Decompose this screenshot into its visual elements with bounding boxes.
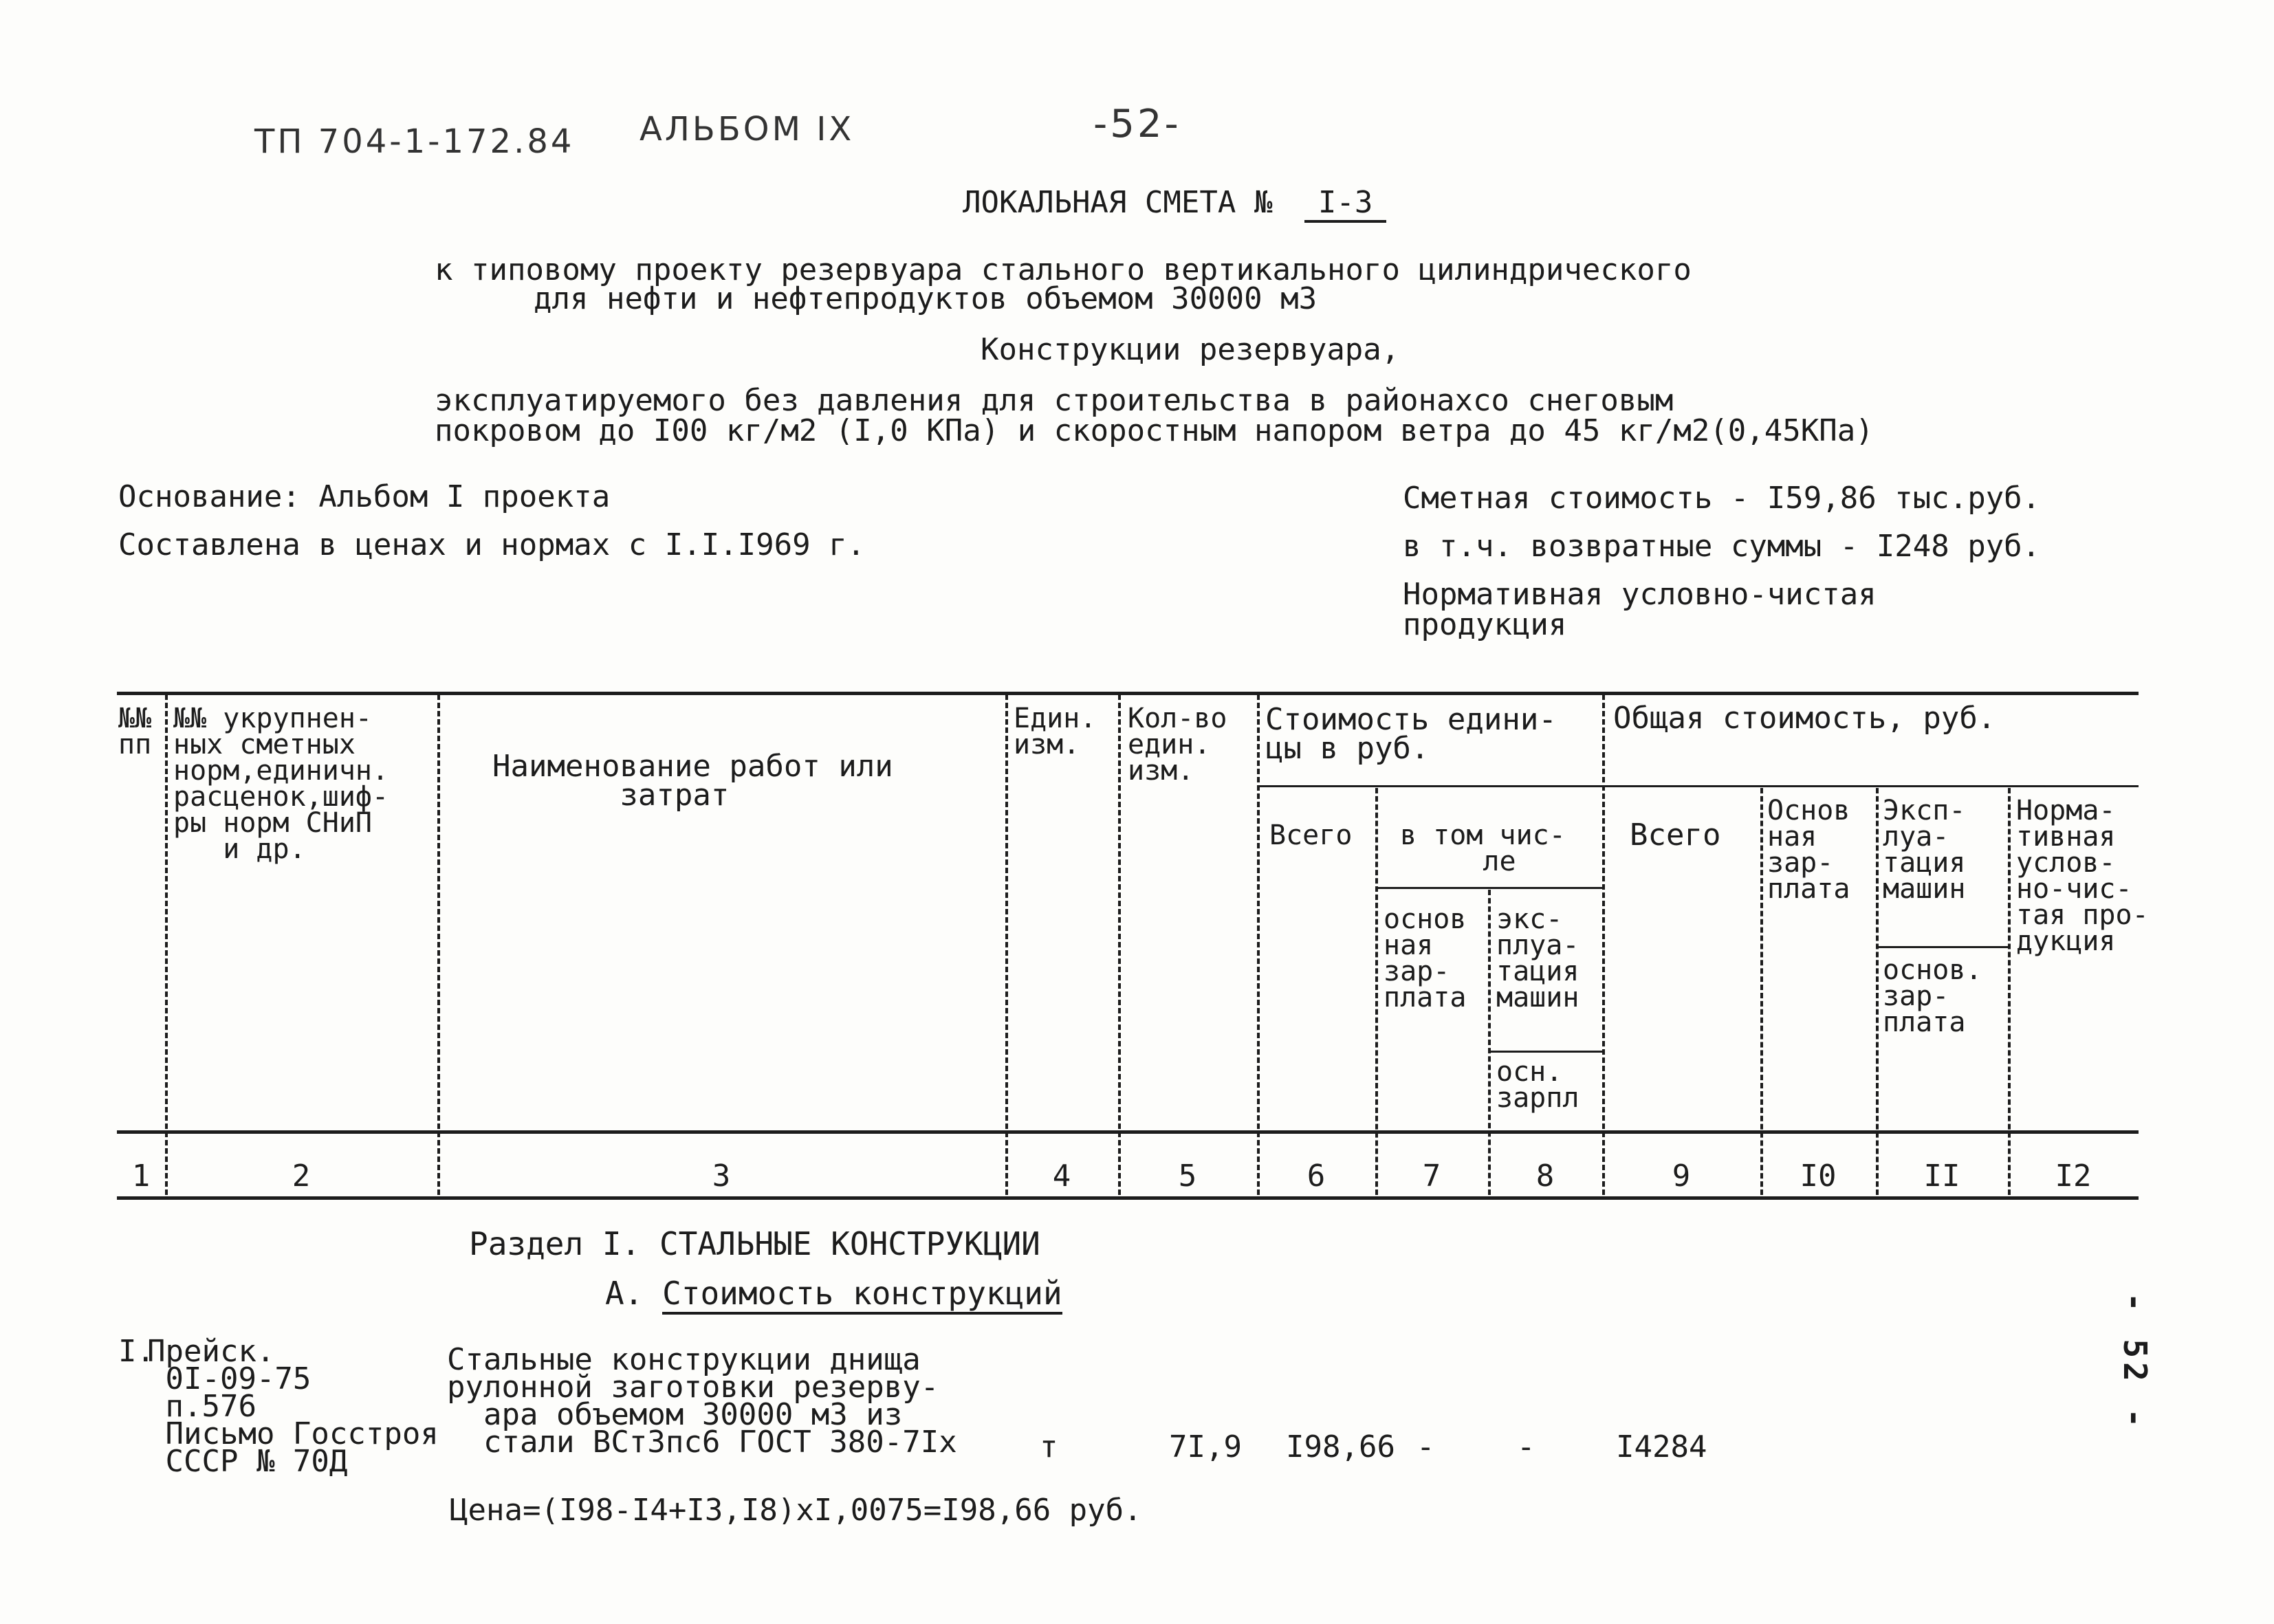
column-number-3: 3 xyxy=(712,1159,731,1194)
row-unit: т xyxy=(1040,1429,1058,1464)
th-incl-group: в том чис- ле xyxy=(1400,820,1566,877)
section-subtitle-prefix: А. xyxy=(605,1275,644,1312)
column-number-4: 4 xyxy=(1052,1159,1071,1194)
title-label: ЛОКАЛЬНАЯ СМЕТА № xyxy=(963,185,1273,220)
section-subtitle xyxy=(605,1276,1062,1310)
row-price-formula: Цена=(I98-I4+I3,I8)хI,0075=I98,66 руб. xyxy=(450,1493,1142,1528)
th-row-number: №№ пп xyxy=(118,703,152,760)
col-divider-3 xyxy=(1005,694,1008,1195)
incl-group-rule xyxy=(1375,887,1602,889)
row-total-cost: I4284 xyxy=(1616,1429,1707,1464)
th-total-cost-group: Общая стоимость, руб. xyxy=(1613,701,1996,736)
estimated-cost: Сметная стоимость - I59,86 тыс.руб. xyxy=(1403,481,2041,516)
column-number-2: 2 xyxy=(292,1159,311,1194)
subtitle-line-4: эксплуатируемого без давления для строительства в районахсо снеговым xyxy=(435,383,1674,418)
row-unit-machine-operation: - xyxy=(1517,1429,1535,1464)
basis-text: Основание: Альбом I проекта xyxy=(118,479,611,514)
unit-cost-group-rule xyxy=(1257,785,2139,787)
row-norm-reference: Прейск. 0I-09-75 п.576 Письмо Госстроя СССР № 70Д xyxy=(147,1334,439,1479)
column-number-9: 9 xyxy=(1672,1159,1691,1194)
column-number-6: 6 xyxy=(1307,1159,1326,1194)
th-total-machine-wage: основ. зар- плата xyxy=(1883,954,1982,1038)
column-number-11: II xyxy=(1923,1159,1960,1194)
col-divider-8 xyxy=(1602,694,1605,1195)
subtitle-line-1: к типовому проекту резервуара стального вертикального цилиндрического xyxy=(435,252,1692,287)
section-title: Раздел I. СТАЛЬНЫЕ КОНСТРУКЦИИ xyxy=(469,1225,1040,1262)
col-divider-2 xyxy=(437,694,440,1195)
numbers-bottom-rule xyxy=(117,1196,2139,1200)
col-divider-11 xyxy=(2008,788,2011,1195)
th-unit-cost-total: Всего xyxy=(1269,820,1353,851)
table-top-rule xyxy=(117,692,2139,695)
normative-label-2: продукция xyxy=(1403,607,1567,642)
col-divider-4 xyxy=(1118,694,1121,1195)
column-number-10: I0 xyxy=(1800,1159,1837,1194)
th-unit: Един. изм. xyxy=(1014,703,1097,760)
row-unit-cost: I98,66 xyxy=(1286,1429,1395,1464)
th-quantity: Кол-во един. изм. xyxy=(1128,703,1227,787)
th-normative-product: Норма- тивная услов- но-чис- тая про- дукция xyxy=(2016,795,2149,957)
col11-sub-rule xyxy=(1876,946,2008,948)
col-divider-7 xyxy=(1488,890,1491,1195)
column-number-7: 7 xyxy=(1422,1159,1441,1194)
th-unit-machine-wage: осн. зарпл xyxy=(1496,1056,1579,1114)
album-label: АЛЬБОМ IX xyxy=(639,110,855,149)
col-divider-6 xyxy=(1375,788,1378,1195)
row-unit-base-wage: - xyxy=(1417,1429,1435,1464)
row-number: I. xyxy=(118,1334,155,1369)
th-norm-reference: №№ укрупнен- ных сметных норм,единичн. расценок,шиф- ры норм СНиП и др. xyxy=(173,703,389,865)
page-number: -52- xyxy=(1093,102,1181,146)
title-number: I-3 xyxy=(1304,185,1386,223)
subtitle-line-3: Конструкции резервуара, xyxy=(981,332,1400,367)
col8-sub-rule xyxy=(1488,1051,1602,1053)
row-work-name: Стальные конструкции днища рулонной заготовки резерву- ара объемом 30000 м3 из стали ВСт3пс6 ГОСТ 380-7Iх xyxy=(447,1342,957,1460)
subtitle-line-5: покровом до I00 кг/м2 (I,0 КПа) и скоростным напором ветра до 45 кг/м2(0,45КПа) xyxy=(435,413,1874,448)
header-bottom-rule xyxy=(117,1130,2139,1134)
col-divider-5 xyxy=(1257,694,1260,1195)
column-number-12: I2 xyxy=(2055,1159,2092,1194)
margin-page-number: - 52 - xyxy=(2117,1293,2154,1432)
column-number-5: 5 xyxy=(1178,1159,1197,1194)
returnable-sums: в т.ч. возвратные суммы - I248 руб. xyxy=(1403,529,2041,564)
col-divider-9 xyxy=(1760,788,1763,1195)
prices-text: Составлена в ценах и нормах с I.I.I969 г. xyxy=(118,527,866,562)
th-unit-base-wage: основ ная зар- плата xyxy=(1384,903,1467,1013)
th-total-base-wage: Основ ная зар- плата xyxy=(1767,795,1850,905)
th-total-cost: Всего xyxy=(1630,818,1721,853)
col-divider-1 xyxy=(165,694,168,1195)
row-quantity: 7I,9 xyxy=(1169,1429,1242,1464)
th-unit-cost-group: Стоимость едини- цы в руб. xyxy=(1265,702,1557,766)
normative-label-1: Нормативная условно-чистая xyxy=(1403,577,1877,612)
th-unit-machine-operation: экс- плуа- тация машин xyxy=(1496,903,1579,1013)
document-title xyxy=(963,187,1386,219)
section-subtitle-text: Стоимость конструкций xyxy=(662,1275,1062,1315)
th-total-machine-operation: Эксп- луа- тация машин xyxy=(1883,795,1966,905)
subtitle-line-2: для нефти и нефтепродуктов объемом 30000 м3 xyxy=(534,281,1318,316)
column-number-8: 8 xyxy=(1535,1159,1555,1194)
col-divider-10 xyxy=(1876,788,1879,1195)
th-work-name: Наименование работ или затрат xyxy=(492,749,893,813)
project-code: ТП 704-1-172.84 xyxy=(254,122,575,161)
column-number-1: 1 xyxy=(131,1159,151,1194)
